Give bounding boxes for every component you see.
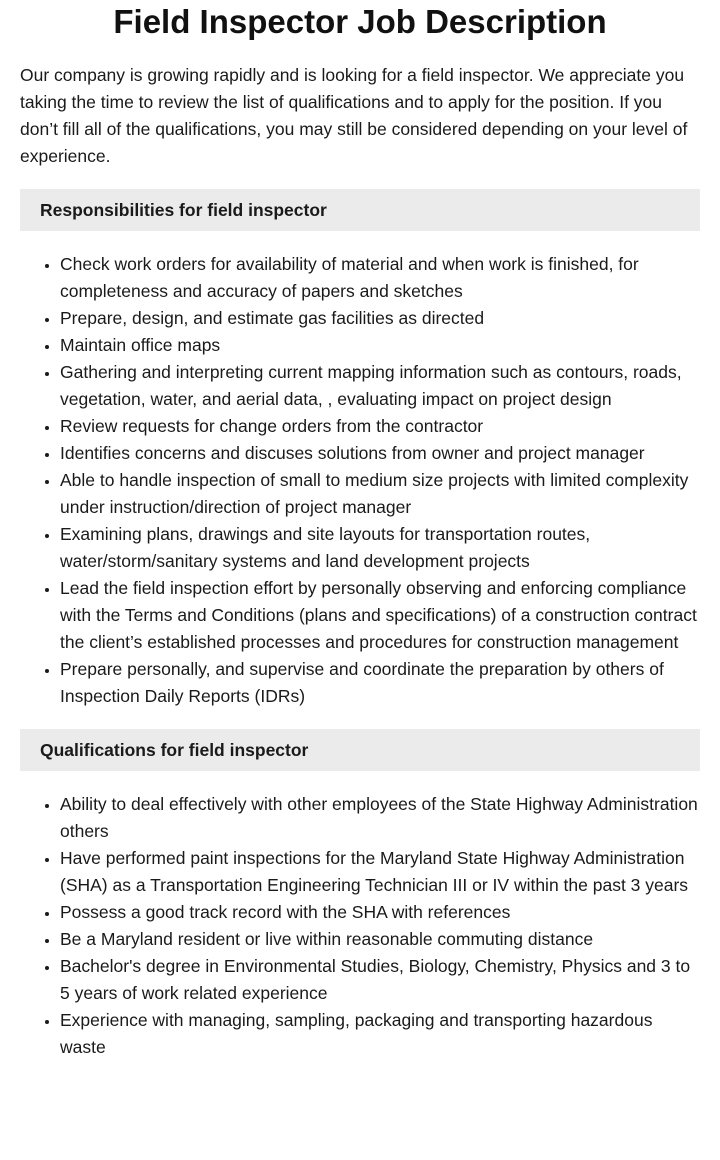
list-item: • Able to handle inspection of small to medium size projects with limited complexity under instruction/direction of project manager (60, 467, 700, 521)
list-item: • Gathering and interpreting current mapping information such as contours, roads, vegetation, water, and aerial data, , evaluating impact on project design (60, 359, 700, 413)
list-item: • Check work orders for availability of material and when work is finished, for completeness and accuracy of papers and sketches (60, 251, 700, 305)
list-item: • Have performed paint inspections for the Maryland State Highway Administration (SHA) as a Transportation Engineering Technician III or IV within the past 3 years (60, 845, 700, 899)
list-item: • Identifies concerns and discuses solutions from owner and project manager (60, 440, 700, 467)
page-title: Field Inspector Job Description (113, 3, 607, 40)
list-item: • Lead the field inspection effort by personally observing and enforcing compliance with the Terms and Conditions (plans and specifications) of a construction contract the client’s established processes and procedures for construction management (60, 575, 700, 656)
list-item: • Be a Maryland resident or live within reasonable commuting distance (60, 926, 700, 953)
responsibilities-list (20, 251, 700, 710)
list-item: • Examining plans, drawings and site layouts for transportation routes, water/storm/sanitary systems and land development projects (60, 521, 700, 575)
list-item: • Prepare personally, and supervise and coordinate the preparation by others of Inspection Daily Reports (IDRs) (60, 656, 700, 710)
responsibilities-heading: Responsibilities for field inspector (20, 189, 700, 231)
qualifications-heading: Qualifications for field inspector (20, 729, 700, 771)
list-item: • Experience with managing, sampling, packaging and transporting hazardous waste (60, 1007, 700, 1061)
qualifications-list (20, 791, 700, 1061)
list-item: • Prepare, design, and estimate gas facilities as directed (60, 305, 700, 332)
list-item: • Bachelor's degree in Environmental Studies, Biology, Chemistry, Physics and 3 to 5 years of work related experience (60, 953, 700, 1007)
list-item: • Ability to deal effectively with other employees of the State Highway Administration others (60, 791, 700, 845)
list-item: • Review requests for change orders from the contractor (60, 413, 700, 440)
list-item: • Possess a good track record with the SHA with references (60, 899, 700, 926)
list-item: • Maintain office maps (60, 332, 700, 359)
intro-paragraph: Our company is growing rapidly and is looking for a field inspector. We appreciate you taking the time to review the list of qualifications and to apply for the position. If you don’t fill all of the qualifications, you may still be considered depending on your level of experience. (20, 65, 688, 166)
